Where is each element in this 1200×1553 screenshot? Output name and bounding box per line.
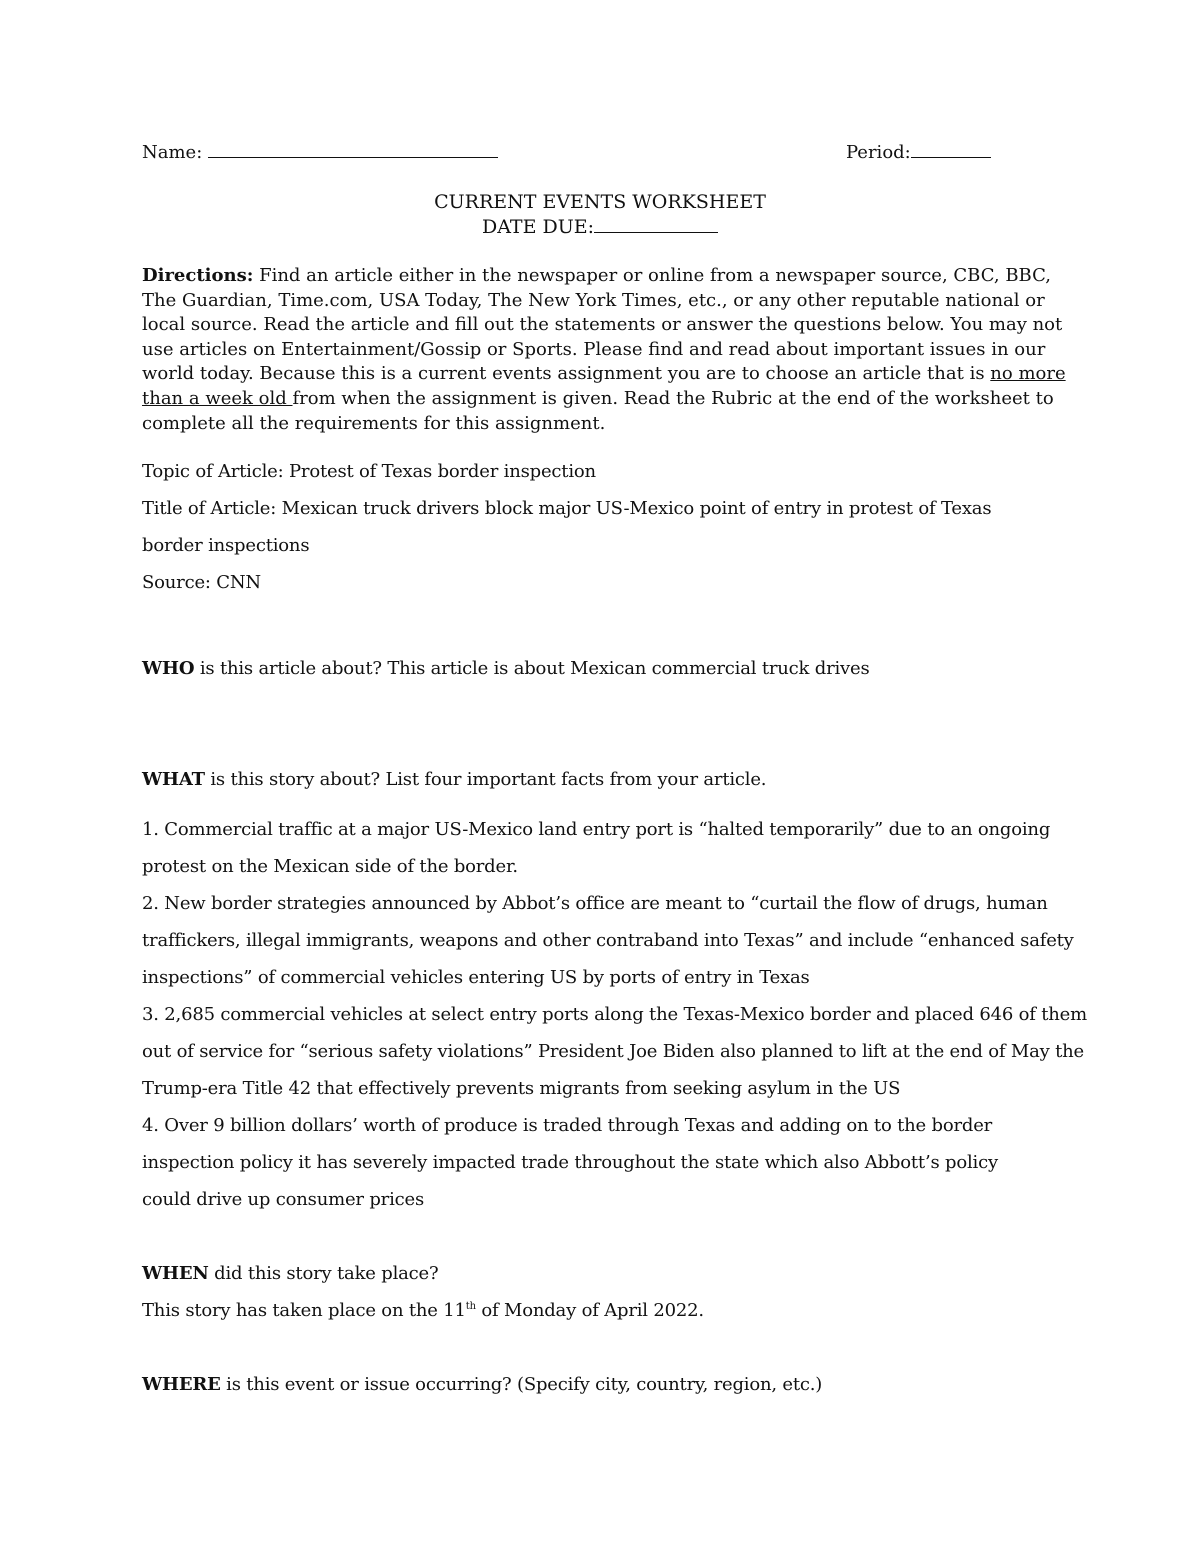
what-answer-line: 3. 2,685 commercial vehicles at select entry ports along the Texas-Mexico border and placed 646 of them	[142, 1004, 1088, 1025]
who-label: WHO	[142, 658, 195, 679]
what-answer-line: inspections” of commercial vehicles entering US by ports of entry in Texas	[142, 967, 810, 988]
who-answer: This article is about Mexican commercial truck drives	[381, 658, 870, 679]
what-label: WHAT	[142, 769, 205, 790]
what-answer-line: 2. New border strategies announced by Abbot’s office are meant to “curtail the flow of drugs, human	[142, 893, 1048, 914]
directions-label: Directions:	[142, 265, 254, 286]
period-field	[846, 142, 991, 163]
worksheet-title: CURRENT EVENTS WORKSHEET	[434, 191, 766, 213]
date-due-blank	[594, 231, 718, 233]
what-answer-line: 1. Commercial traffic at a major US-Mexico land entry port is “halted temporarily” due to an ongoing	[142, 819, 1051, 840]
when-answer	[142, 1300, 704, 1321]
when-answer-text: This story has taken place on the 11	[142, 1300, 466, 1321]
what-answer-line: 4. Over 9 billion dollars’ worth of produce is traded through Texas and adding on to the border	[142, 1115, 993, 1136]
date-due-label: DATE DUE:	[481, 216, 594, 238]
when-question	[142, 1263, 438, 1284]
name-label: Name:	[142, 142, 203, 163]
what-answer-line: Trump-era Title 42 that effectively prevents migrants from seeking asylum in the US	[142, 1078, 901, 1099]
article-source: Source: CNN	[142, 572, 261, 593]
where-question-text: is this event or issue occurring? (Specify city, country, region, etc.)	[220, 1374, 823, 1395]
where-label: WHERE	[142, 1374, 221, 1395]
when-label: WHEN	[142, 1263, 209, 1284]
when-question-text: did this story take place?	[208, 1263, 439, 1284]
directions-text-end: from when the assignment is given. Read the Rubric at the end of the worksheet to complete all the requirements for this assignment.	[142, 387, 1054, 434]
period-blank	[911, 156, 991, 158]
what-answer-line: out of service for “serious safety violations” President Joe Biden also planned to lift at the end of May the	[142, 1041, 1085, 1062]
who-question	[142, 658, 870, 679]
what-answer-line: traffickers, illegal immigrants, weapons and other contraband into Texas” and include “enhanced safety	[142, 930, 1074, 951]
when-answer-text-end: of Monday of April 2022.	[475, 1300, 704, 1321]
article-title-line: border inspections	[142, 535, 310, 556]
where-question	[142, 1374, 822, 1395]
directions-underlined: no more than a week old	[142, 363, 1066, 409]
what-answer-line: protest on the Mexican side of the border.	[142, 856, 518, 877]
what-question-text: is this story about? List four important facts from your article.	[204, 769, 767, 790]
article-title-line: Title of Article: Mexican truck drivers block major US-Mexico point of entry in protest of Texas	[142, 498, 992, 519]
name-blank	[208, 156, 498, 158]
what-answer-line: inspection policy it has severely impacted trade throughout the state which also Abbott’s policy	[142, 1152, 998, 1173]
name-field	[142, 142, 498, 163]
what-answer-line: could drive up consumer prices	[142, 1189, 425, 1210]
who-question-text: is this article about?	[194, 658, 382, 679]
when-answer-sup: th	[465, 1301, 476, 1312]
date-due	[0, 216, 1200, 238]
what-question	[142, 769, 766, 790]
directions-paragraph	[142, 264, 1072, 436]
directions-text: Find an article either in the newspaper or online from a newspaper source, CBC, BBC, The Guardian, Time.com, USA Today, The New York Times, etc., or any other reputable national or local source. Read the article and fill out the statements or answer the questions below. You may not use articles on Entertainment/Gossip or Sports. Please find and read about important issues in our world today. Because this is a current events assignment you are to choose an article that is	[142, 265, 1063, 385]
period-label: Period:	[846, 142, 911, 163]
article-topic: Topic of Article: Protest of Texas border inspection	[142, 461, 596, 482]
